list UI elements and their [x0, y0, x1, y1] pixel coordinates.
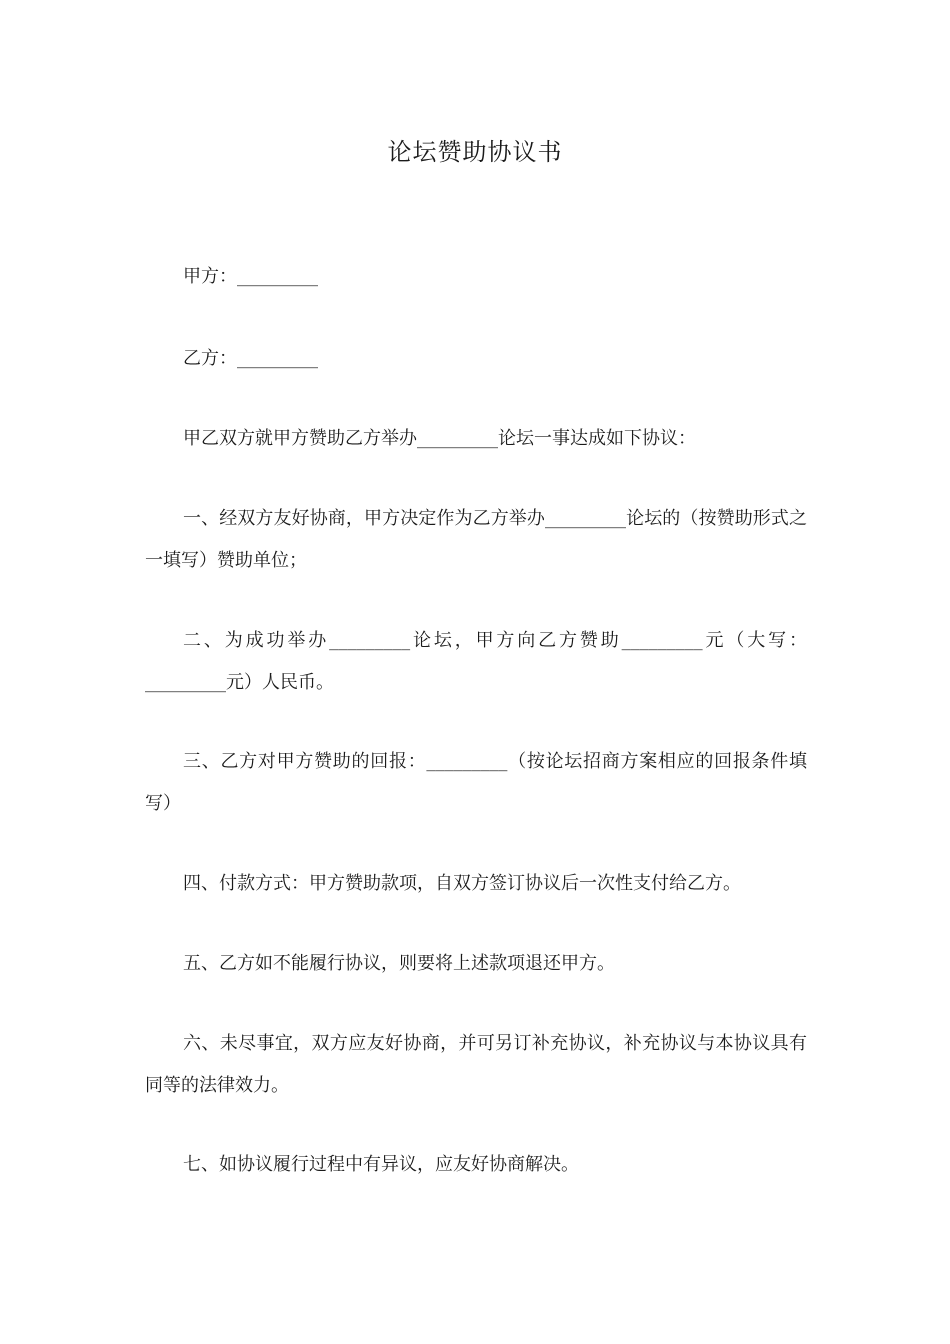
clause-6: 六、未尽事宜，双方应友好协商，并可另订补充协议，补充协议与本协议具有同等的法律效力。: [145, 1033, 807, 1096]
clause-7: 七、如协议履行过程中有异议，应友好协商解决。: [183, 1154, 579, 1175]
clause-2: 二、为成功举办_________论坛，甲方向乙方赞助_________元（大写：_________元）人民币。: [145, 630, 807, 693]
clause-3: 三、乙方对甲方赞助的回报：_________（按论坛招商方案相应的回报条件填写）: [145, 751, 807, 814]
clause-1: 一、经双方友好协商，甲方决定作为乙方举办_________论坛的（按赞助形式之一填写）赞助单位；: [145, 508, 807, 571]
party-b-line: 乙方：_________: [183, 348, 318, 369]
party-a-line: 甲方：_________: [183, 266, 318, 287]
clause-4: 四、付款方式：甲方赞助款项，自双方签订协议后一次性支付给乙方。: [183, 873, 741, 894]
clause-5: 五、乙方如不能履行协议，则要将上述款项退还甲方。: [183, 953, 615, 974]
intro-paragraph: 甲乙双方就甲方赞助乙方举办_________论坛一事达成如下协议：: [183, 428, 696, 449]
document-title: 论坛赞助协议书: [387, 138, 563, 166]
